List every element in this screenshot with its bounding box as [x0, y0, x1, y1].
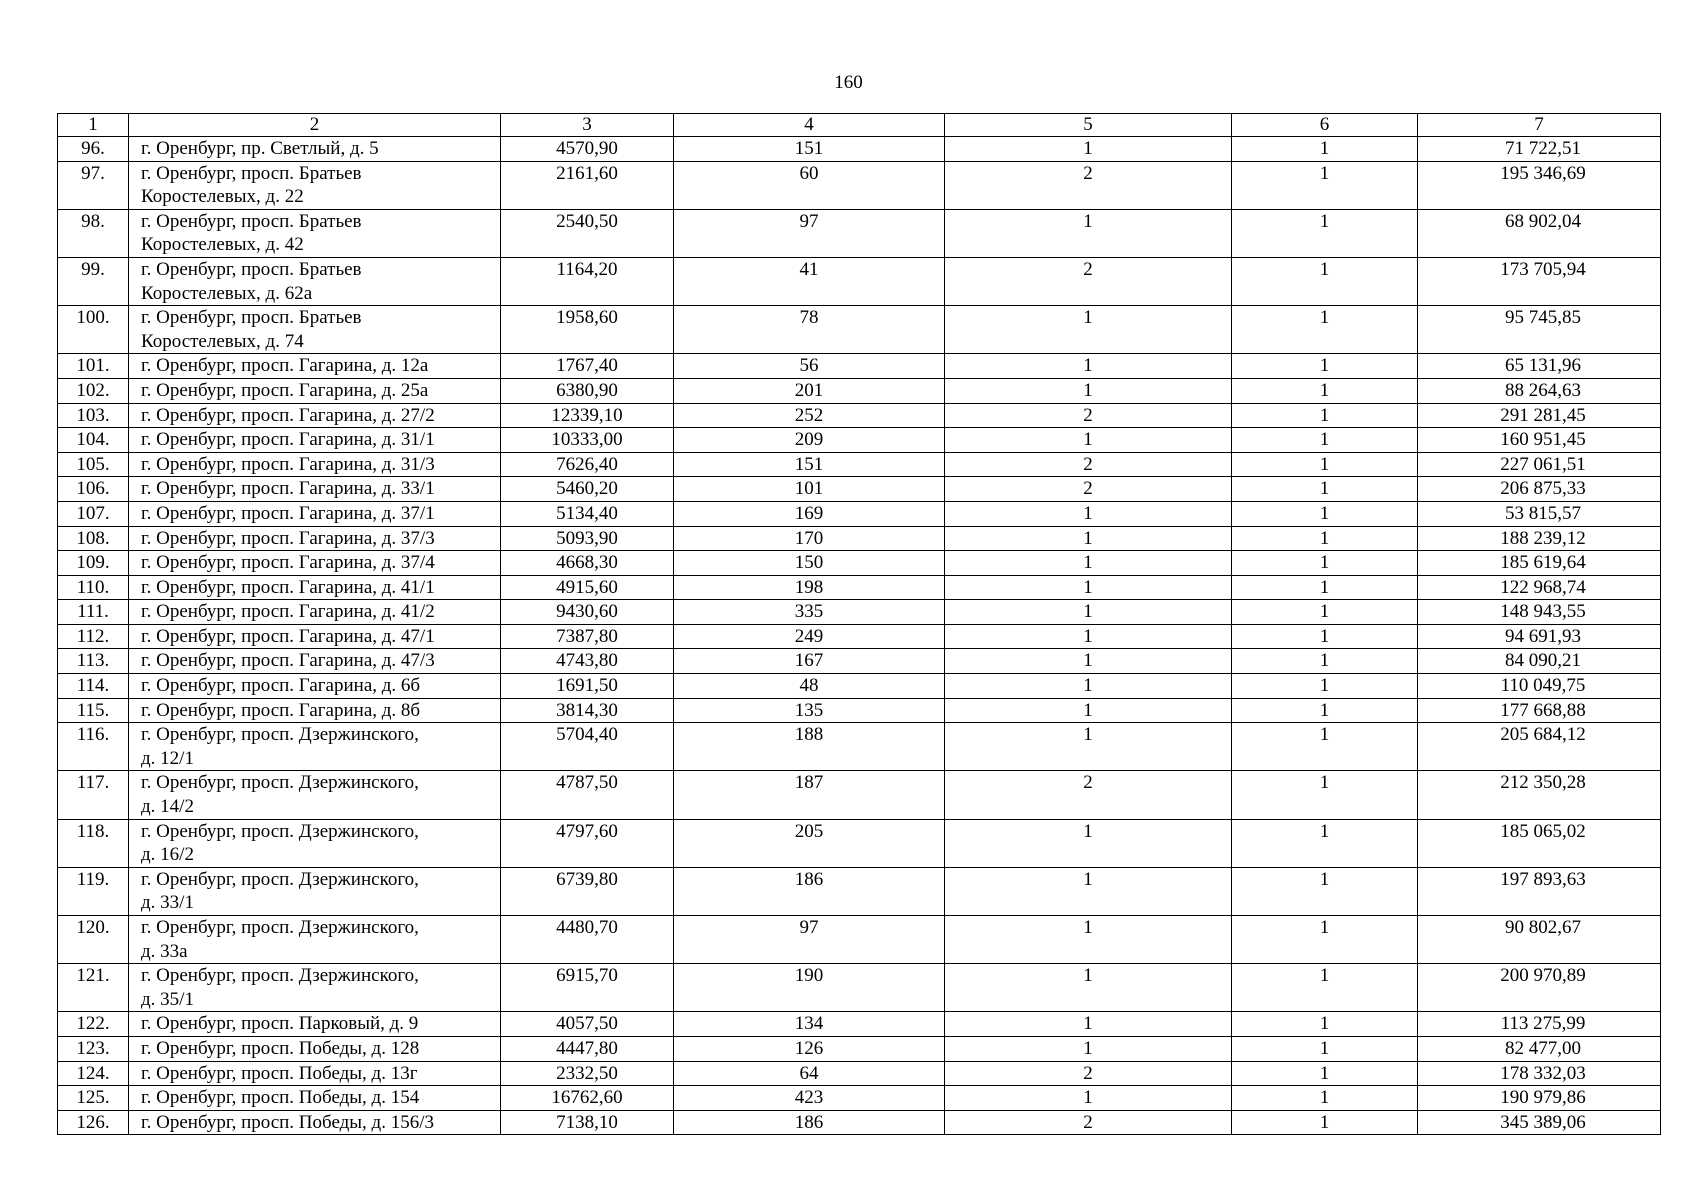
area-cell: 3814,30	[501, 698, 674, 723]
residents-cell: 201	[674, 378, 945, 403]
value6-cell: 1	[1232, 649, 1418, 674]
area-cell: 10333,00	[501, 428, 674, 453]
row-number-cell: 107.	[58, 501, 129, 526]
amount-cell: 345 389,06	[1418, 1110, 1661, 1135]
table-row	[58, 161, 1661, 209]
address-line: г. Оренбург, просп. Гагарина, д. 41/2	[141, 601, 435, 623]
amount-cell: 190 979,86	[1418, 1086, 1661, 1111]
area-cell: 5704,40	[501, 723, 674, 771]
value5-cell: 1	[945, 575, 1232, 600]
address-line: г. Оренбург, просп. Братьев	[141, 162, 362, 184]
value5-cell: 2	[945, 1110, 1232, 1135]
address-line: г. Оренбург, просп. Гагарина, д. 12а	[141, 355, 429, 377]
amount-cell: 94 691,93	[1418, 624, 1661, 649]
column-header: 6	[1232, 114, 1418, 137]
address-cell	[129, 1086, 501, 1111]
residents-cell: 249	[674, 624, 945, 649]
column-header: 1	[58, 114, 129, 137]
area-cell: 1164,20	[501, 257, 674, 305]
address-line: г. Оренбург, просп. Гагарина, д. 6б	[141, 675, 421, 697]
row-number-cell: 123.	[58, 1036, 129, 1061]
residents-cell: 64	[674, 1061, 945, 1086]
value5-cell: 1	[945, 428, 1232, 453]
area-cell: 16762,60	[501, 1086, 674, 1111]
address-line: г. Оренбург, просп. Дзержинского,	[141, 820, 419, 842]
amount-cell: 88 264,63	[1418, 378, 1661, 403]
amount-cell: 195 346,69	[1418, 161, 1661, 209]
address-cell	[129, 526, 501, 551]
residents-cell: 101	[674, 477, 945, 502]
amount-cell: 205 684,12	[1418, 723, 1661, 771]
row-number-cell: 116.	[58, 723, 129, 771]
table-row	[58, 916, 1661, 964]
area-cell: 6915,70	[501, 964, 674, 1012]
amount-cell: 113 275,99	[1418, 1012, 1661, 1037]
value6-cell: 1	[1232, 209, 1418, 257]
value5-cell: 1	[945, 378, 1232, 403]
area-cell: 4915,60	[501, 575, 674, 600]
address-cell	[129, 1036, 501, 1061]
table-row	[58, 1036, 1661, 1061]
value5-cell: 1	[945, 137, 1232, 162]
address-cell	[129, 477, 501, 502]
address-cell	[129, 257, 501, 305]
area-cell: 2332,50	[501, 1061, 674, 1086]
value6-cell: 1	[1232, 867, 1418, 915]
table-row	[58, 1110, 1661, 1135]
address-line: Коростелевых, д. 42	[141, 234, 304, 256]
value5-cell: 1	[945, 674, 1232, 699]
residents-cell: 209	[674, 428, 945, 453]
column-header: 2	[129, 114, 501, 137]
residents-cell: 97	[674, 209, 945, 257]
area-cell: 2161,60	[501, 161, 674, 209]
table-row	[58, 575, 1661, 600]
amount-cell: 110 049,75	[1418, 674, 1661, 699]
address-line: г. Оренбург, просп. Гагарина, д. 41/1	[141, 576, 435, 598]
table-row	[58, 649, 1661, 674]
area-cell: 9430,60	[501, 600, 674, 625]
value6-cell: 1	[1232, 161, 1418, 209]
value5-cell: 1	[945, 723, 1232, 771]
amount-cell: 95 745,85	[1418, 306, 1661, 354]
value6-cell: 1	[1232, 378, 1418, 403]
address-cell	[129, 306, 501, 354]
area-cell: 1691,50	[501, 674, 674, 699]
address-line: г. Оренбург, просп. Победы, д. 13г	[141, 1062, 418, 1084]
residents-cell: 198	[674, 575, 945, 600]
table-row	[58, 452, 1661, 477]
table-row	[58, 501, 1661, 526]
area-cell: 5460,20	[501, 477, 674, 502]
value6-cell: 1	[1232, 1012, 1418, 1037]
row-number-cell: 104.	[58, 428, 129, 453]
address-line: г. Оренбург, просп. Дзержинского,	[141, 868, 419, 890]
address-line: д. 12/1	[141, 747, 194, 769]
row-number-cell: 102.	[58, 378, 129, 403]
value6-cell: 1	[1232, 819, 1418, 867]
table-row	[58, 378, 1661, 403]
address-line: г. Оренбург, просп. Дзержинского,	[141, 917, 419, 938]
table-row	[58, 600, 1661, 625]
address-cell	[129, 354, 501, 379]
address-line: г. Оренбург, просп. Гагарина, д. 8б	[141, 699, 421, 721]
residents-cell: 169	[674, 501, 945, 526]
value6-cell: 1	[1232, 575, 1418, 600]
address-line: д. 33а	[141, 940, 188, 962]
value5-cell: 1	[945, 1012, 1232, 1037]
row-number-cell: 113.	[58, 649, 129, 674]
address-line: г. Оренбург, просп. Гагарина, д. 31/1	[141, 429, 435, 451]
amount-cell: 212 350,28	[1418, 771, 1661, 819]
address-line: г. Оренбург, просп. Гагарина, д. 37/3	[141, 527, 435, 549]
area-cell: 7387,80	[501, 624, 674, 649]
value5-cell: 1	[945, 916, 1232, 964]
address-cell	[129, 867, 501, 915]
address-line: г. Оренбург, просп. Гагарина, д. 47/3	[141, 650, 435, 672]
residents-cell: 56	[674, 354, 945, 379]
value6-cell: 1	[1232, 1110, 1418, 1135]
value6-cell: 1	[1232, 964, 1418, 1012]
value6-cell: 1	[1232, 403, 1418, 428]
address-line: г. Оренбург, просп. Братьев	[141, 210, 362, 232]
table-row	[58, 551, 1661, 576]
address-cell	[129, 378, 501, 403]
amount-cell: 53 815,57	[1418, 501, 1661, 526]
table-row	[58, 771, 1661, 819]
residents-cell: 150	[674, 551, 945, 576]
area-cell: 4668,30	[501, 551, 674, 576]
row-number-cell: 106.	[58, 477, 129, 502]
address-cell	[129, 624, 501, 649]
amount-cell: 173 705,94	[1418, 257, 1661, 305]
value5-cell: 1	[945, 600, 1232, 625]
value5-cell: 1	[945, 526, 1232, 551]
value5-cell: 1	[945, 867, 1232, 915]
address-line: г. Оренбург, просп. Победы, д. 154	[141, 1087, 420, 1109]
area-cell: 12339,10	[501, 403, 674, 428]
row-number-cell: 98.	[58, 209, 129, 257]
amount-cell: 206 875,33	[1418, 477, 1661, 502]
table-row	[58, 624, 1661, 649]
address-line: г. Оренбург, просп. Братьев	[141, 258, 362, 280]
row-number-cell: 97.	[58, 161, 129, 209]
table-row	[58, 137, 1661, 162]
area-cell: 4480,70	[501, 916, 674, 964]
area-cell: 7138,10	[501, 1110, 674, 1135]
address-line: г. Оренбург, просп. Победы, д. 156/3	[141, 1111, 435, 1133]
residents-cell: 134	[674, 1012, 945, 1037]
amount-cell: 82 477,00	[1418, 1036, 1661, 1061]
residents-cell: 186	[674, 867, 945, 915]
value5-cell: 1	[945, 1086, 1232, 1111]
row-number-cell: 108.	[58, 526, 129, 551]
address-line: г. Оренбург, пр. Светлый, д. 5	[141, 138, 379, 159]
amount-cell: 227 061,51	[1418, 452, 1661, 477]
address-line: Коростелевых, д. 74	[141, 330, 304, 352]
row-number-cell: 114.	[58, 674, 129, 699]
row-number-cell: 100.	[58, 306, 129, 354]
row-number-cell: 122.	[58, 1012, 129, 1037]
amount-cell: 291 281,45	[1418, 403, 1661, 428]
area-cell: 4797,60	[501, 819, 674, 867]
address-cell	[129, 137, 501, 162]
address-cell	[129, 723, 501, 771]
table-row	[58, 257, 1661, 305]
table-row	[58, 1061, 1661, 1086]
address-line: г. Оренбург, просп. Парковый, д. 9	[141, 1013, 419, 1035]
row-number-cell: 99.	[58, 257, 129, 305]
row-number-cell: 118.	[58, 819, 129, 867]
amount-cell: 197 893,63	[1418, 867, 1661, 915]
column-header: 7	[1418, 114, 1661, 137]
residents-cell: 126	[674, 1036, 945, 1061]
address-line: Коростелевых, д. 22	[141, 186, 304, 208]
address-cell	[129, 452, 501, 477]
area-cell: 4570,90	[501, 137, 674, 162]
value5-cell: 1	[945, 306, 1232, 354]
address-cell	[129, 649, 501, 674]
amount-cell: 177 668,88	[1418, 698, 1661, 723]
residents-cell: 186	[674, 1110, 945, 1135]
table-row	[58, 723, 1661, 771]
address-cell	[129, 1012, 501, 1037]
row-number-cell: 103.	[58, 403, 129, 428]
residents-cell: 78	[674, 306, 945, 354]
value6-cell: 1	[1232, 674, 1418, 699]
area-cell: 5134,40	[501, 501, 674, 526]
value5-cell: 2	[945, 477, 1232, 502]
amount-cell: 188 239,12	[1418, 526, 1661, 551]
residents-cell: 252	[674, 403, 945, 428]
address-line: г. Оренбург, просп. Гагарина, д. 25а	[141, 379, 429, 401]
address-cell	[129, 916, 501, 964]
value5-cell: 1	[945, 209, 1232, 257]
table-row	[58, 526, 1661, 551]
table-row	[58, 477, 1661, 502]
residents-cell: 41	[674, 257, 945, 305]
value5-cell: 1	[945, 1036, 1232, 1061]
row-number-cell: 126.	[58, 1110, 129, 1135]
residents-cell: 335	[674, 600, 945, 625]
residents-cell: 205	[674, 819, 945, 867]
residents-cell: 97	[674, 916, 945, 964]
row-number-cell: 120.	[58, 916, 129, 964]
column-header: 4	[674, 114, 945, 137]
value6-cell: 1	[1232, 428, 1418, 453]
area-cell: 2540,50	[501, 209, 674, 257]
value6-cell: 1	[1232, 771, 1418, 819]
value5-cell: 2	[945, 771, 1232, 819]
table-row	[58, 1012, 1661, 1037]
row-number-cell: 124.	[58, 1061, 129, 1086]
table-row	[58, 1086, 1661, 1111]
residents-cell: 170	[674, 526, 945, 551]
amount-cell: 160 951,45	[1418, 428, 1661, 453]
address-cell	[129, 819, 501, 867]
row-number-cell: 111.	[58, 600, 129, 625]
address-cell	[129, 771, 501, 819]
residents-cell: 188	[674, 723, 945, 771]
column-header: 5	[945, 114, 1232, 137]
address-cell	[129, 209, 501, 257]
row-number-cell: 117.	[58, 771, 129, 819]
value6-cell: 1	[1232, 526, 1418, 551]
address-line: г. Оренбург, просп. Гагарина, д. 27/2	[141, 404, 435, 426]
address-line: г. Оренбург, просп. Гагарина, д. 47/1	[141, 625, 435, 647]
address-line: д. 35/1	[141, 988, 194, 1010]
area-cell: 6380,90	[501, 378, 674, 403]
area-cell: 4787,50	[501, 771, 674, 819]
table-row	[58, 674, 1661, 699]
residents-cell: 48	[674, 674, 945, 699]
value5-cell: 1	[945, 501, 1232, 526]
row-number-cell: 112.	[58, 624, 129, 649]
residents-cell: 190	[674, 964, 945, 1012]
table-row	[58, 209, 1661, 257]
residents-cell: 151	[674, 137, 945, 162]
address-line: Коростелевых, д. 62а	[141, 282, 313, 304]
row-number-cell: 115.	[58, 698, 129, 723]
value6-cell: 1	[1232, 723, 1418, 771]
address-cell	[129, 575, 501, 600]
address-line: г. Оренбург, просп. Гагарина, д. 31/3	[141, 453, 435, 475]
address-line: г. Оренбург, просп. Дзержинского,	[141, 965, 419, 987]
row-number-cell: 101.	[58, 354, 129, 379]
row-number-cell: 121.	[58, 964, 129, 1012]
residents-cell: 423	[674, 1086, 945, 1111]
value5-cell: 1	[945, 964, 1232, 1012]
value6-cell: 1	[1232, 1036, 1418, 1061]
value5-cell: 1	[945, 698, 1232, 723]
table-row	[58, 698, 1661, 723]
area-cell: 6739,80	[501, 867, 674, 915]
value5-cell: 1	[945, 354, 1232, 379]
row-number-cell: 110.	[58, 575, 129, 600]
value6-cell: 1	[1232, 624, 1418, 649]
value6-cell: 1	[1232, 600, 1418, 625]
buildings-table	[57, 113, 1661, 1135]
address-line: д. 14/2	[141, 796, 194, 818]
value6-cell: 1	[1232, 551, 1418, 576]
amount-cell: 185 065,02	[1418, 819, 1661, 867]
value5-cell: 1	[945, 649, 1232, 674]
address-cell	[129, 501, 501, 526]
value6-cell: 1	[1232, 477, 1418, 502]
value5-cell: 2	[945, 257, 1232, 305]
area-cell: 4447,80	[501, 1036, 674, 1061]
area-cell: 5093,90	[501, 526, 674, 551]
table-row	[58, 964, 1661, 1012]
address-cell	[129, 551, 501, 576]
amount-cell: 65 131,96	[1418, 354, 1661, 379]
address-line: г. Оренбург, просп. Гагарина, д. 33/1	[141, 478, 435, 500]
address-line: г. Оренбург, просп. Победы, д. 128	[141, 1037, 420, 1059]
row-number-cell: 119.	[58, 867, 129, 915]
value5-cell: 1	[945, 624, 1232, 649]
row-number-cell: 125.	[58, 1086, 129, 1111]
address-line: г. Оренбург, просп. Дзержинского,	[141, 724, 419, 746]
area-cell: 4743,80	[501, 649, 674, 674]
address-cell	[129, 1061, 501, 1086]
address-cell	[129, 600, 501, 625]
address-line: г. Оренбург, просп. Гагарина, д. 37/1	[141, 502, 435, 524]
amount-cell: 122 968,74	[1418, 575, 1661, 600]
row-number-cell: 105.	[58, 452, 129, 477]
table-header-row	[58, 114, 1661, 137]
value6-cell: 1	[1232, 916, 1418, 964]
row-number-cell: 96.	[58, 137, 129, 162]
value5-cell: 2	[945, 161, 1232, 209]
address-line: г. Оренбург, просп. Дзержинского,	[141, 772, 419, 794]
address-cell	[129, 964, 501, 1012]
address-cell	[129, 161, 501, 209]
value6-cell: 1	[1232, 698, 1418, 723]
residents-cell: 187	[674, 771, 945, 819]
table-row	[58, 306, 1661, 354]
amount-cell: 200 970,89	[1418, 964, 1661, 1012]
value6-cell: 1	[1232, 501, 1418, 526]
address-line: г. Оренбург, просп. Братьев	[141, 307, 362, 329]
amount-cell: 90 802,67	[1418, 916, 1661, 964]
table-row	[58, 867, 1661, 915]
amount-cell: 84 090,21	[1418, 649, 1661, 674]
area-cell: 1767,40	[501, 354, 674, 379]
value5-cell: 2	[945, 403, 1232, 428]
address-cell	[129, 1110, 501, 1135]
address-cell	[129, 698, 501, 723]
column-header: 3	[501, 114, 674, 137]
value6-cell: 1	[1232, 137, 1418, 162]
residents-cell: 151	[674, 452, 945, 477]
area-cell: 7626,40	[501, 452, 674, 477]
value5-cell: 1	[945, 819, 1232, 867]
table-row	[58, 403, 1661, 428]
area-cell: 4057,50	[501, 1012, 674, 1037]
area-cell: 1958,60	[501, 306, 674, 354]
address-cell	[129, 403, 501, 428]
table-row	[58, 428, 1661, 453]
value5-cell: 2	[945, 1061, 1232, 1086]
value6-cell: 1	[1232, 1061, 1418, 1086]
value6-cell: 1	[1232, 306, 1418, 354]
address-cell	[129, 674, 501, 699]
table-row	[58, 354, 1661, 379]
amount-cell: 148 943,55	[1418, 600, 1661, 625]
address-line: д. 16/2	[141, 844, 194, 866]
value6-cell: 1	[1232, 257, 1418, 305]
residents-cell: 135	[674, 698, 945, 723]
residents-cell: 167	[674, 649, 945, 674]
value6-cell: 1	[1232, 354, 1418, 379]
value5-cell: 1	[945, 551, 1232, 576]
row-number-cell: 109.	[58, 551, 129, 576]
amount-cell: 185 619,64	[1418, 551, 1661, 576]
amount-cell: 178 332,03	[1418, 1061, 1661, 1086]
amount-cell: 68 902,04	[1418, 209, 1661, 257]
address-line: г. Оренбург, просп. Гагарина, д. 37/4	[141, 552, 435, 574]
value6-cell: 1	[1232, 1086, 1418, 1111]
residents-cell: 60	[674, 161, 945, 209]
value6-cell: 1	[1232, 452, 1418, 477]
amount-cell: 71 722,51	[1418, 137, 1661, 162]
address-cell	[129, 428, 501, 453]
table-row	[58, 819, 1661, 867]
address-line: д. 33/1	[141, 892, 194, 914]
page-number: 160	[834, 72, 863, 93]
value5-cell: 2	[945, 452, 1232, 477]
